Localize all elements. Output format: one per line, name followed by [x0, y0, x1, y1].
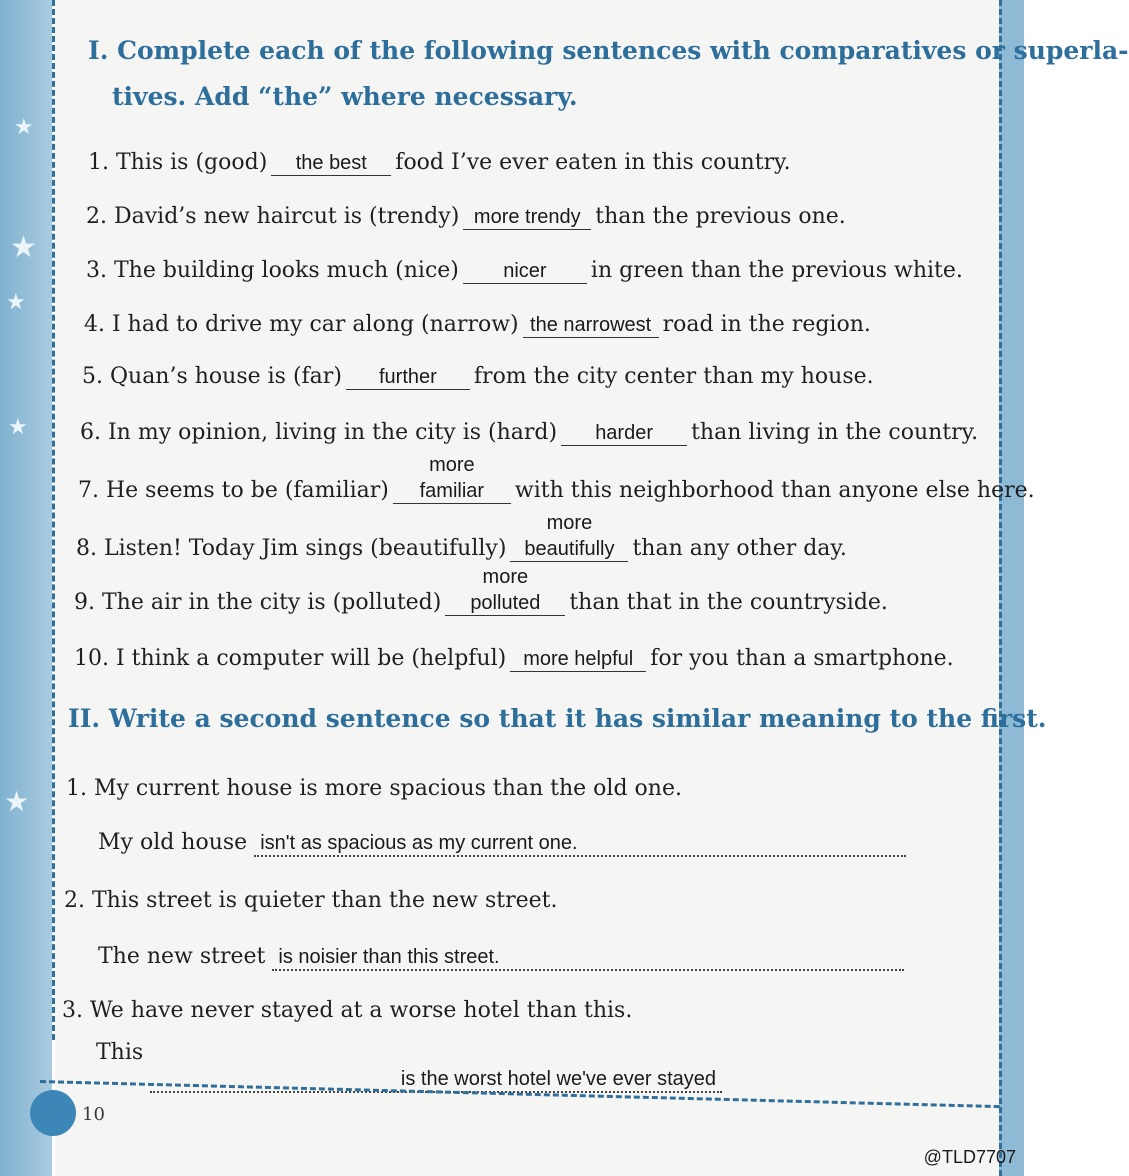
item-text-after: than any other day.	[632, 536, 847, 561]
answer-text: familiar	[419, 480, 485, 502]
answer-text: the best	[295, 152, 367, 174]
section1-title-line1: I. Complete each of the following sentences with comparatives or superla-	[88, 36, 1129, 65]
section1-item-9	[74, 566, 888, 616]
item-text-before: 8. Listen! Today Jim sings (beautifully)	[76, 536, 507, 561]
answer-start: This	[96, 1040, 144, 1065]
answer-text: more helpful	[523, 648, 634, 670]
item-text-before: 6. In my opinion, living in the city is (hard)	[80, 420, 558, 445]
answer-blank	[346, 366, 470, 390]
section2-answer-line-1	[98, 830, 906, 857]
item-text-before: 9. The air in the city is (polluted)	[74, 590, 442, 615]
answer-text: the narrowest	[530, 314, 652, 336]
answer-blank	[445, 566, 565, 616]
answer-blank	[393, 454, 511, 504]
right-decorative-band	[999, 0, 1024, 1176]
answer-blank	[510, 648, 646, 672]
item-text-before: 3. The building looks much (nice)	[86, 258, 459, 283]
section2-title: II. Write a second sentence so that it has similar meaning to the first.	[68, 704, 1047, 733]
item-text-before: 1. This is (good)	[88, 150, 268, 175]
answer-text: beautifully	[524, 538, 615, 560]
item-text-after: than living in the country.	[691, 420, 979, 445]
page-number: 10	[82, 1104, 105, 1125]
answer-text: polluted	[470, 592, 541, 614]
answer-start: My old house	[98, 830, 248, 855]
star-icon: ★	[10, 230, 37, 265]
item-text-after: food I’ve ever eaten in this country.	[395, 150, 791, 175]
section2-prompt-1: 1. My current house is more spacious than the old one.	[66, 776, 682, 801]
section1-item-7	[78, 454, 1035, 504]
item-text-after: than that in the countryside.	[569, 590, 888, 615]
left-dashed-border	[52, 0, 55, 1040]
item-text-before: 5. Quan’s house is (far)	[82, 364, 342, 389]
section2-answer-line-3	[96, 1040, 143, 1065]
section1-item-4	[84, 312, 871, 338]
star-icon: ★	[14, 115, 34, 140]
star-icon: ★	[6, 290, 26, 315]
answer-blank	[523, 314, 659, 338]
item-text-after: from the city center than my house.	[473, 364, 874, 389]
section2-prompt-2: 2. This street is quieter than the new street.	[64, 888, 558, 913]
section1-item-5	[82, 364, 874, 390]
answer-blank	[561, 422, 687, 446]
answer-prefix: more	[482, 566, 529, 588]
section1-item-10	[74, 646, 954, 672]
item-text-before: 2. David’s new haircut is (trendy)	[86, 204, 460, 229]
item-text-before: 7. He seems to be (familiar)	[78, 478, 389, 503]
item-text-after: in green than the previous white.	[590, 258, 963, 283]
section1-item-2	[86, 204, 846, 230]
section2-answer-line-2	[98, 944, 904, 971]
section1-item-3	[86, 258, 963, 284]
item-text-before: 4. I had to drive my car along (narrow)	[84, 312, 519, 337]
answer-blank	[463, 206, 591, 230]
item-text-after: with this neighborhood than anyone else here.	[514, 478, 1035, 503]
page-number-disc	[30, 1090, 76, 1136]
answer-text: isn't as spacious as my current one.	[254, 832, 906, 857]
star-icon: ★	[4, 785, 30, 818]
item-text-after: for you than a smartphone.	[650, 646, 954, 671]
answer-start: The new street	[98, 944, 266, 969]
answer-blank	[271, 152, 391, 176]
answer-text: further	[379, 366, 437, 388]
answer-prefix: more	[429, 454, 475, 476]
left-decorative-band	[0, 0, 52, 1176]
item-text-after: than the previous one.	[595, 204, 846, 229]
watermark: @TLD7707	[923, 1147, 1016, 1167]
answer-text: harder	[595, 422, 653, 444]
section1-item-1	[88, 150, 791, 176]
star-icon: ★	[8, 415, 28, 440]
answer-text: is noisier than this street.	[272, 946, 904, 971]
answer-text: is the worst hotel we've ever stayed	[150, 1068, 722, 1093]
answer-text: more trendy	[473, 206, 581, 228]
answer-blank	[463, 260, 587, 284]
section2-answer-3	[150, 1066, 722, 1093]
section1-item-8	[76, 512, 847, 562]
answer-text: nicer	[503, 260, 547, 282]
section1-item-6	[80, 420, 978, 446]
answer-blank	[510, 512, 628, 562]
section2-prompt-3: 3. We have never stayed at a worse hotel than this.	[62, 998, 633, 1023]
item-text-before: 10. I think a computer will be (helpful)	[74, 646, 507, 671]
section1-title-line2: tives. Add “the” where necessary.	[112, 82, 578, 111]
answer-prefix: more	[546, 512, 593, 534]
item-text-after: road in the region.	[662, 312, 871, 337]
